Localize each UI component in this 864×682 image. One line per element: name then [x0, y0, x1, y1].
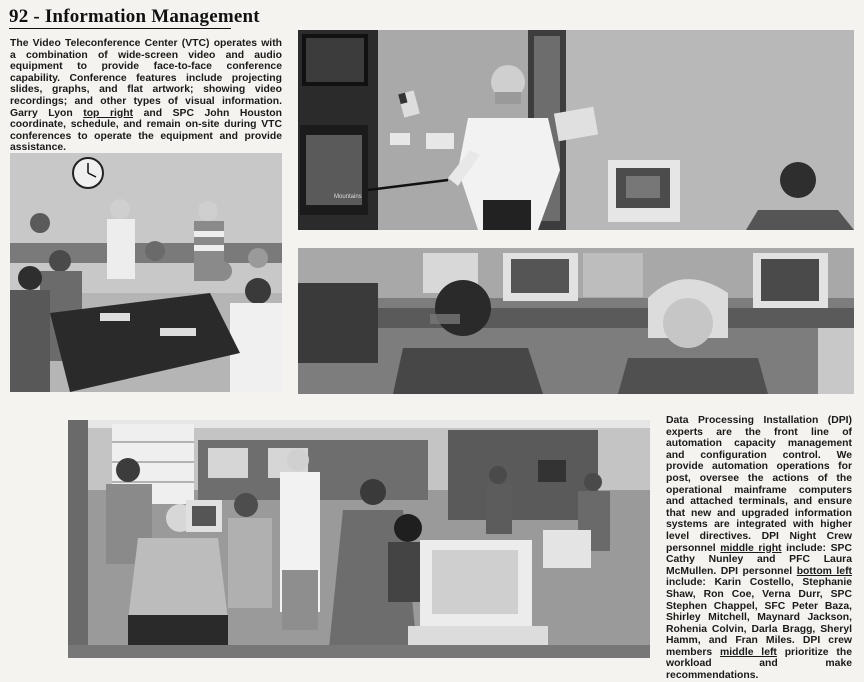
vtc-caption-text-1: The Video Teleconference Center (VTC) operates with a combination of wide-screen video and audio equipment to provide face-to-face conference capability. Conference features include projecting slides, graphs, and flat artwork; showing video recordings; and other types of visual information. Garry Lyon	[10, 38, 282, 119]
title-underline	[9, 28, 231, 29]
photo-vtc-presenter	[298, 30, 854, 230]
dpi-caption	[666, 415, 852, 682]
vtc-caption-text-2: and SPC John Houston coordinate, schedule, and remain on-site during VTC conferences to operate the equipment and provide assistance.	[10, 107, 282, 154]
photo-vtc-conference	[10, 153, 282, 392]
dpi-caption-middle-right: middle right	[720, 542, 782, 554]
screen-caption: Mountains	[334, 194, 362, 200]
dpi-caption-text-1: Data Processing Installation (DPI) experts are the front line of automation capacity management and configuration control. We provide automation operations for post, oversee the actions of the operational mainframe computers and attached terminals, and ensure that new and upgraded information systems are integrated with higher level directives. DPI Night Crew personnel	[666, 415, 852, 554]
dpi-caption-text-4: prioritize the workload and make recommendations.	[666, 646, 852, 682]
dpi-caption-text-2: include: SPC Cathy Nunley and PFC Laura McMullen. DPI personnel	[666, 542, 852, 577]
dpi-caption-middle-left: middle left	[720, 646, 777, 658]
dpi-caption-bottom-left: bottom left	[796, 565, 852, 577]
vtc-caption	[10, 38, 282, 154]
page-title: 92 - Information Management	[9, 6, 260, 27]
photo-dpi-night-crew	[298, 248, 854, 394]
vtc-caption-top-right: top right	[83, 107, 134, 119]
photo-dpi-personnel	[68, 420, 650, 658]
dpi-caption-text-3: include: Karin Costello, Stephanie Shaw, Ron Coe, Verna Durr, SPC Stephen Chappel, SFC Peter Baza, Shirley Mitchell, Maynard Jackson, Rohenia Colvin, Darla Bragg, Sheryl Hamm, and Fran Miles. DPI crew members	[666, 577, 852, 658]
